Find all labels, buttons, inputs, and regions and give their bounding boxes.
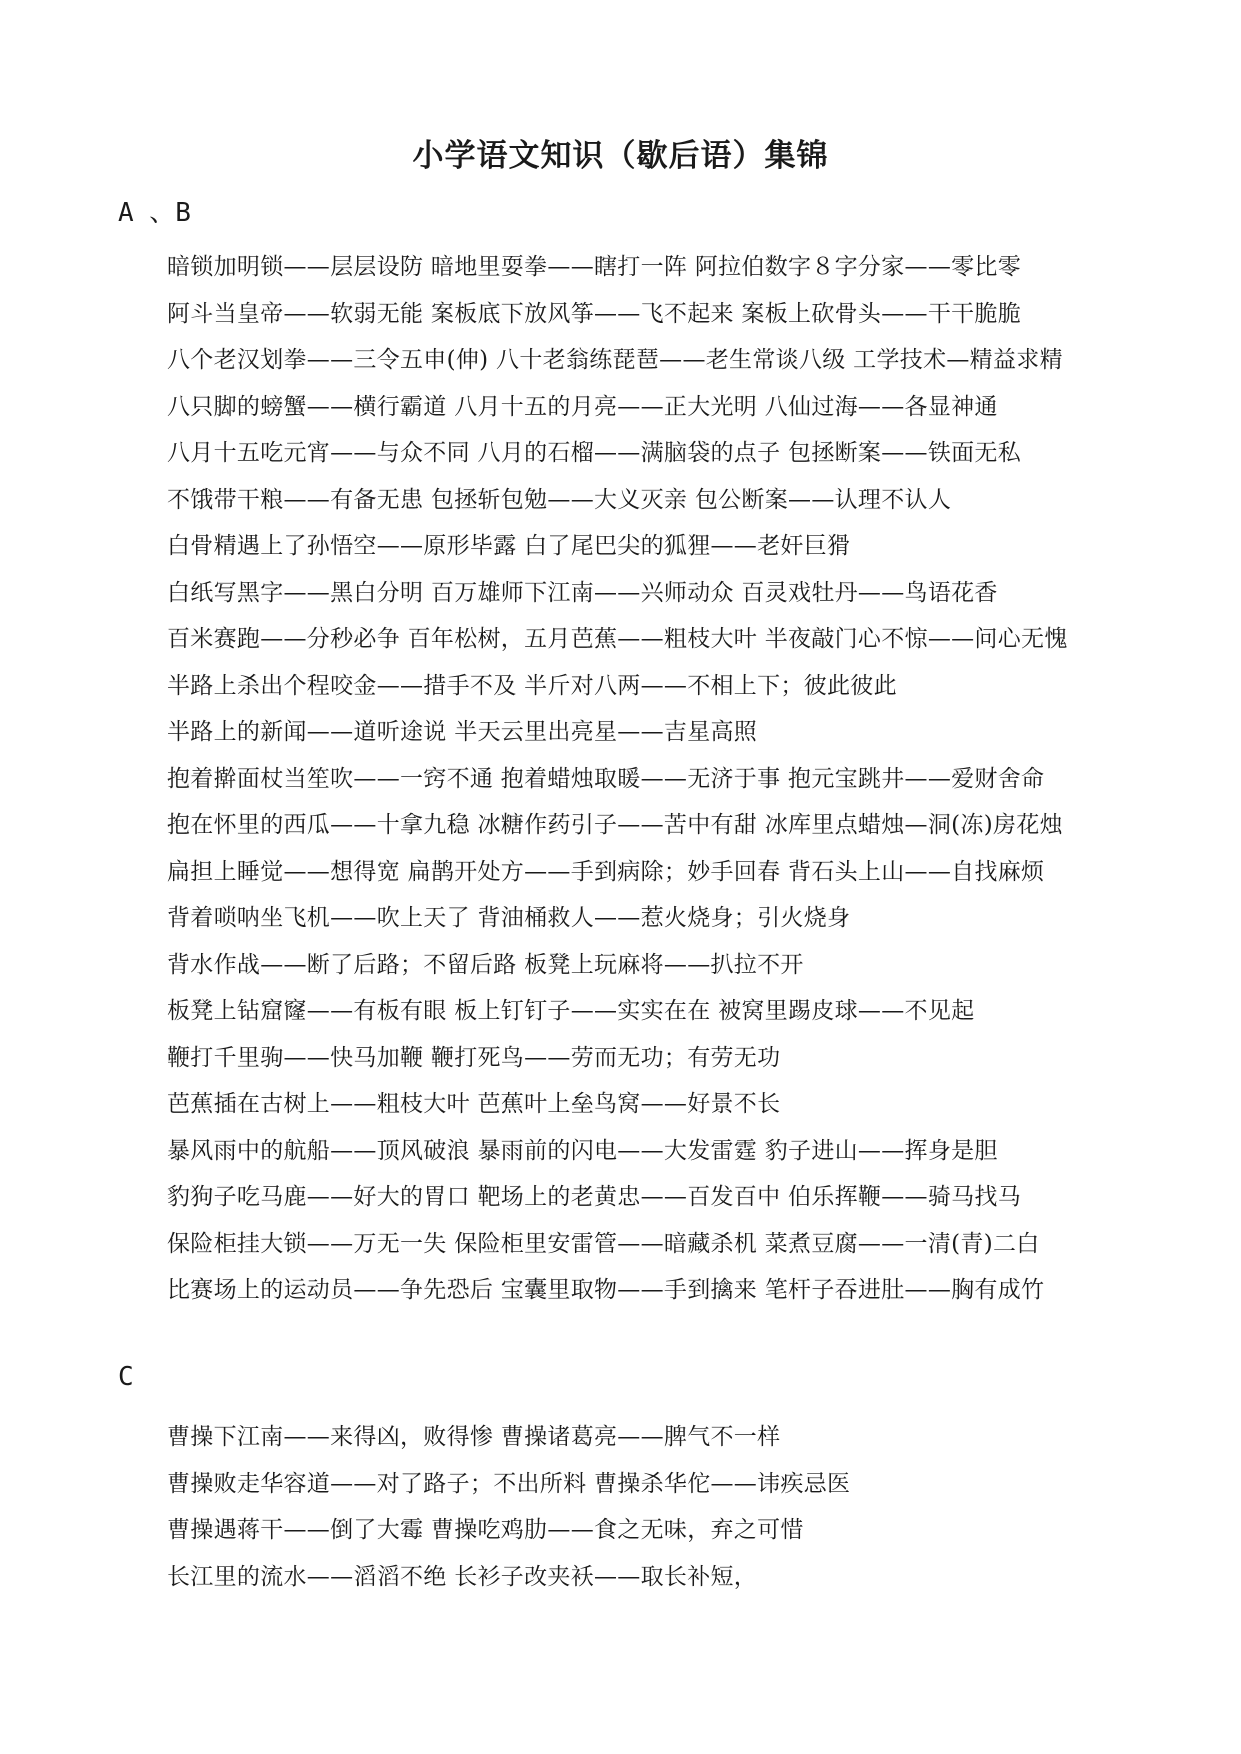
proverb-line: 暗锁加明锁——层层设防 暗地里耍拳——瞎打一阵 阿拉伯数字８字分家——零比零 [167, 254, 1022, 280]
section-heading-c: C [118, 1362, 134, 1392]
proverb-line: 背着唢呐坐飞机——吹上天了 背油桶救人——惹火烧身；引火烧身 [167, 905, 851, 931]
proverb-line: 半路上杀出个程咬金——措手不及 半斤对八两——不相上下；彼此彼此 [167, 672, 897, 699]
proverb-line: 鞭打千里驹——快马加鞭 鞭打死鸟——劳而无功；有劳无功 [167, 1044, 781, 1071]
proverb-list-ab [167, 244, 1167, 1314]
proverb-line: 抱着擀面杖当笙吹——一窍不通 抱着蜡烛取暖——无济于事 抱元宝跳井——爱财舍命 [167, 765, 1045, 792]
proverb-line: 比赛场上的运动员——争先恐后 宝囊里取物——手到擒来 笔杆子吞进肚——胸有成竹 [167, 1277, 1045, 1303]
proverb-line: 曹操下江南——来得凶，败得惨 曹操诸葛亮——脾气不一样 [167, 1424, 781, 1450]
proverb-line: 八只脚的螃蟹——横行霸道 八月十五的月亮——正大光明 八仙过海——各显神通 [167, 393, 998, 420]
proverb-line: 抱在怀里的西瓜——十拿九稳 冰糖作药引子——苦中有甜 冰库里点蜡烛—洞(冻)房花烛 [167, 812, 1063, 838]
proverb-line: 曹操败走华容道——对了路子；不出所料 曹操杀华佗——讳疾忌医 [167, 1470, 851, 1497]
proverb-line: 背水作战——断了后路；不留后路 板凳上玩麻将——扒拉不开 [167, 951, 804, 978]
proverb-line: 白纸写黑字——黑白分明 百万雄师下江南——兴师动众 百灵戏牡丹——鸟语花香 [167, 579, 998, 606]
proverb-line: 芭蕉插在古树上——粗枝大叶 芭蕉叶上垒鸟窝——好景不长 [167, 1091, 781, 1117]
proverb-line: 板凳上钻窟窿——有板有眼 板上钉钉子——实实在在 被窝里踢皮球——不见起 [167, 998, 975, 1024]
proverb-line: 暴风雨中的航船——顶风破浪 暴雨前的闪电——大发雷霆 豹子进山——挥身是胆 [167, 1137, 998, 1164]
proverb-line: 八月十五吃元宵——与众不同 八月的石榴——满脑袋的点子 包拯断案——铁面无私 [167, 440, 1022, 466]
proverb-line: 阿斗当皇帝——软弱无能 案板底下放风筝——飞不起来 案板上砍骨头——干干脆脆 [167, 300, 1022, 327]
proverb-line: 不饿带干粮——有备无患 包拯斩包勉——大义灭亲 包公断案——认理不认人 [167, 486, 952, 513]
proverb-line: 保险柜挂大锁——万无一失 保险柜里安雷管——暗藏杀机 菜煮豆腐——一清(青)二白 [167, 1230, 1040, 1257]
proverb-line: 八个老汉划拳——三令五申(伸) 八十老翁练琵琶——老生常谈八级 工学技术—精益求精 [167, 347, 1063, 373]
proverb-line: 扁担上睡觉——想得宽 扁鹊开处方——手到病除；妙手回春 背石头上山——自找麻烦 [167, 858, 1045, 885]
proverb-line: 白骨精遇上了孙悟空——原形毕露 白了尾巴尖的狐狸——老奸巨猾 [167, 533, 851, 559]
proverb-line: 半路上的新闻——道听途说 半天云里出亮星——吉星高照 [167, 719, 758, 745]
proverb-line: 曹操遇蒋干——倒了大霉 曹操吃鸡肋——食之无味，弃之可惜 [167, 1517, 804, 1543]
document-title: 小学语文知识（歇后语）集锦 [412, 138, 829, 174]
proverb-line: 豹狗子吃马鹿——好大的胃口 靶场上的老黄忠——百发百中 伯乐挥鞭——骑马找马 [167, 1184, 1022, 1210]
proverb-line: 长江里的流水——滔滔不绝 长衫子改夹袄——取长补短， [167, 1563, 758, 1590]
proverb-line: 百米赛跑——分秒必争 百年松树，五月芭蕉——粗枝大叶 半夜敲门心不惊——问心无愧 [167, 626, 1068, 652]
section-heading-ab: A 、B [118, 198, 191, 228]
proverb-list-c [167, 1414, 1167, 1600]
